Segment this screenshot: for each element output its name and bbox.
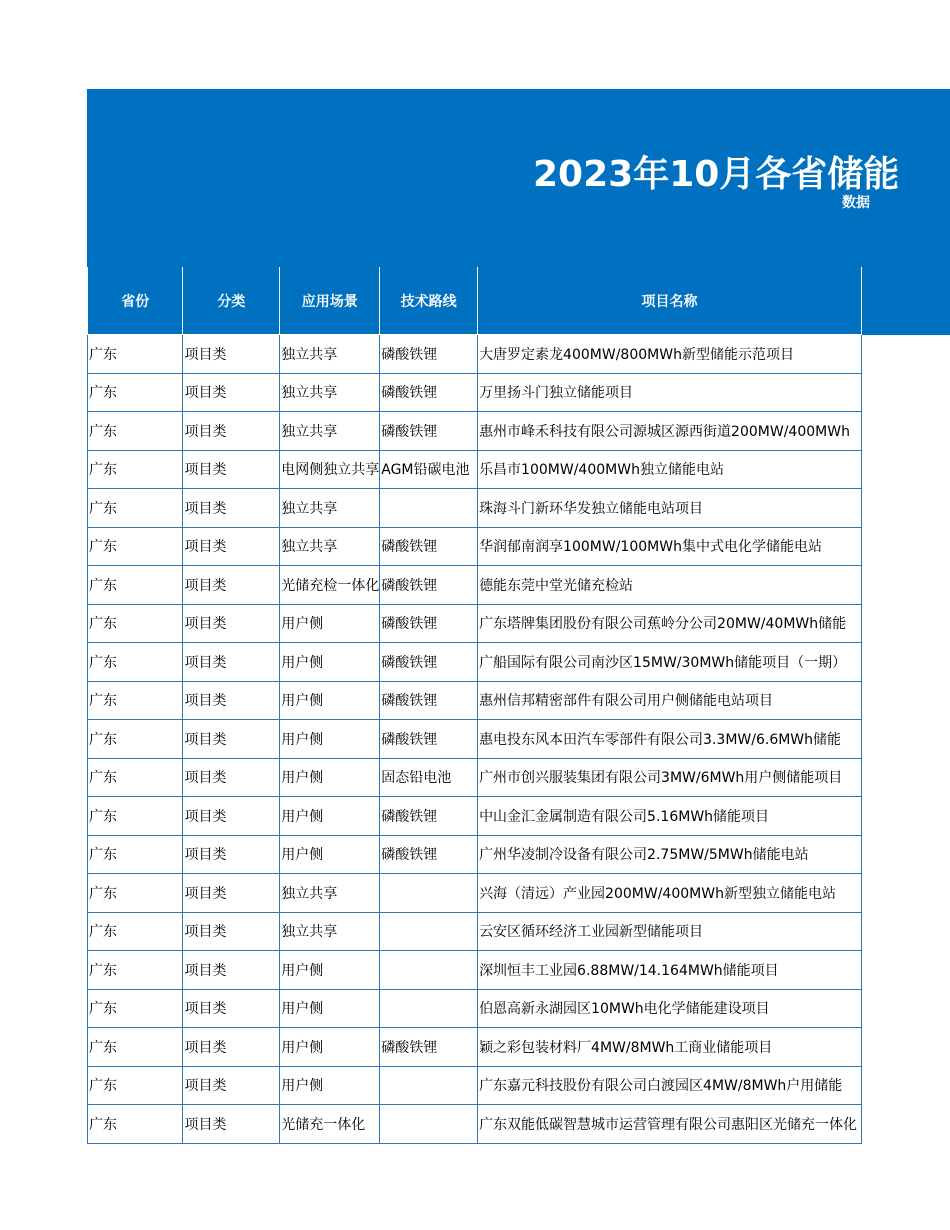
category-cell[interactable]: 项目类 <box>183 797 280 836</box>
table-row <box>88 720 862 759</box>
tech-cell[interactable]: 磷酸铁锂 <box>380 527 478 566</box>
header-banner-extension <box>862 267 950 335</box>
scenario-cell[interactable]: 独立共享 <box>280 527 380 566</box>
table-row <box>88 951 862 990</box>
scenario-cell[interactable]: 用户侧 <box>280 604 380 643</box>
scenario-cell[interactable]: 用户侧 <box>280 797 380 836</box>
category-cell[interactable]: 项目类 <box>183 412 280 451</box>
scenario-cell[interactable]: 独立共享 <box>280 335 380 374</box>
province-cell[interactable]: 广东 <box>88 527 183 566</box>
scenario-cell[interactable]: 用户侧 <box>280 1028 380 1067</box>
province-cell[interactable]: 广东 <box>88 566 183 605</box>
category-cell[interactable]: 项目类 <box>183 604 280 643</box>
scenario-cell[interactable]: 用户侧 <box>280 1066 380 1105</box>
category-cell[interactable]: 项目类 <box>183 566 280 605</box>
province-cell[interactable]: 广东 <box>88 951 183 990</box>
project-name-cell[interactable]: 广东嘉元科技股份有限公司白渡园区4MW/8MWh户用储能 <box>478 1066 862 1105</box>
table-row <box>88 566 862 605</box>
category-cell[interactable]: 项目类 <box>183 450 280 489</box>
scenario-cell[interactable]: 光储充检一体化 <box>280 566 380 605</box>
page-title: 2023年10月各省储能 <box>533 154 900 195</box>
project-name-cell[interactable]: 大唐罗定素龙400MW/800MWh新型储能示范项目 <box>478 335 862 374</box>
scenario-cell[interactable]: 独立共享 <box>280 874 380 913</box>
category-cell[interactable]: 项目类 <box>183 681 280 720</box>
table-row <box>88 758 862 797</box>
project-name-cell[interactable]: 伯恩高新永湖园区10MWh电化学储能建设项目 <box>478 989 862 1028</box>
project-name-cell[interactable]: 广东双能低碳智慧城市运营管理有限公司惠阳区光储充一体化 <box>478 1105 862 1144</box>
province-cell[interactable]: 广东 <box>88 373 183 412</box>
province-cell[interactable]: 广东 <box>88 874 183 913</box>
province-cell[interactable]: 广东 <box>88 989 183 1028</box>
tech-cell[interactable]: 磷酸铁锂 <box>380 412 478 451</box>
scenario-cell[interactable]: 独立共享 <box>280 373 380 412</box>
category-cell[interactable]: 项目类 <box>183 1028 280 1067</box>
project-name-cell[interactable]: 华润郁南润享100MW/100MWh集中式电化学储能电站 <box>478 527 862 566</box>
province-cell[interactable]: 广东 <box>88 1066 183 1105</box>
category-cell[interactable]: 项目类 <box>183 720 280 759</box>
project-name-cell[interactable]: 万里扬斗门独立储能项目 <box>478 373 862 412</box>
scenario-cell[interactable]: 用户侧 <box>280 681 380 720</box>
tech-cell[interactable]: AGM铅碳电池 <box>380 450 478 489</box>
column-header-category[interactable]: 分类 <box>183 267 280 335</box>
category-cell[interactable]: 项目类 <box>183 335 280 374</box>
province-cell[interactable]: 广东 <box>88 720 183 759</box>
column-header-scenario[interactable]: 应用场景 <box>280 267 380 335</box>
category-cell[interactable]: 项目类 <box>183 758 280 797</box>
tech-cell[interactable] <box>380 1066 478 1105</box>
table-row <box>88 604 862 643</box>
header-row <box>88 267 862 335</box>
province-cell[interactable]: 广东 <box>88 912 183 951</box>
project-name-cell[interactable]: 兴海（清远）产业园200MW/400MWh新型独立储能电站 <box>478 874 862 913</box>
project-name-cell[interactable]: 广州华凌制冷设备有限公司2.75MW/5MWh储能电站 <box>478 835 862 874</box>
scenario-cell[interactable]: 光储充一体化 <box>280 1105 380 1144</box>
table-row <box>88 989 862 1028</box>
tech-cell[interactable]: 磷酸铁锂 <box>380 566 478 605</box>
tech-cell[interactable]: 磷酸铁锂 <box>380 835 478 874</box>
province-cell[interactable]: 广东 <box>88 450 183 489</box>
tech-cell[interactable] <box>380 489 478 528</box>
province-cell[interactable]: 广东 <box>88 758 183 797</box>
project-name-cell[interactable]: 惠州信邦精密部件有限公司用户侧储能电站项目 <box>478 681 862 720</box>
project-name-cell[interactable]: 惠州市峰禾科技有限公司源城区源西街道200MW/400MWh <box>478 412 862 451</box>
project-name-cell[interactable]: 云安区循环经济工业园新型储能项目 <box>478 912 862 951</box>
table-row <box>88 681 862 720</box>
scenario-cell[interactable]: 用户侧 <box>280 835 380 874</box>
project-name-cell[interactable]: 德能东莞中堂光储充检站 <box>478 566 862 605</box>
scenario-cell[interactable]: 用户侧 <box>280 643 380 682</box>
scenario-cell[interactable]: 电网侧独立共享 <box>280 450 380 489</box>
project-name-cell[interactable]: 颖之彩包装材料厂4MW/8MWh工商业储能项目 <box>478 1028 862 1067</box>
table-row <box>88 1105 862 1144</box>
project-name-cell[interactable]: 广州市创兴服装集团有限公司3MW/6MWh用户侧储能项目 <box>478 758 862 797</box>
category-cell[interactable]: 项目类 <box>183 643 280 682</box>
table-row <box>88 797 862 836</box>
scenario-cell[interactable]: 用户侧 <box>280 989 380 1028</box>
category-cell[interactable]: 项目类 <box>183 1105 280 1144</box>
project-name-cell[interactable]: 珠海斗门新环华发独立储能电站项目 <box>478 489 862 528</box>
province-cell[interactable]: 广东 <box>88 489 183 528</box>
province-cell[interactable]: 广东 <box>88 797 183 836</box>
table-row <box>88 412 862 451</box>
category-cell[interactable]: 项目类 <box>183 912 280 951</box>
category-cell[interactable]: 项目类 <box>183 989 280 1028</box>
tech-cell[interactable] <box>380 912 478 951</box>
project-name-cell[interactable]: 深圳恒丰工业园6.88MW/14.164MWh储能项目 <box>478 951 862 990</box>
project-name-cell[interactable]: 惠电投东风本田汽车零部件有限公司3.3MW/6.6MWh储能 <box>478 720 862 759</box>
table-row <box>88 835 862 874</box>
column-header-tech[interactable]: 技术路线 <box>380 267 478 335</box>
table-row <box>88 527 862 566</box>
column-header-province[interactable]: 省份 <box>88 267 183 335</box>
scenario-cell[interactable]: 用户侧 <box>280 720 380 759</box>
table-row <box>88 335 862 374</box>
category-cell[interactable]: 项目类 <box>183 1066 280 1105</box>
project-name-cell[interactable]: 乐昌市100MW/400MWh独立储能电站 <box>478 450 862 489</box>
province-cell[interactable]: 广东 <box>88 643 183 682</box>
province-cell[interactable]: 广东 <box>88 1105 183 1144</box>
tech-cell[interactable] <box>380 874 478 913</box>
province-cell[interactable]: 广东 <box>88 835 183 874</box>
table-row <box>88 450 862 489</box>
category-cell[interactable]: 项目类 <box>183 951 280 990</box>
column-header-project-name[interactable]: 项目名称 <box>478 267 862 335</box>
table-row <box>88 874 862 913</box>
tech-cell[interactable] <box>380 951 478 990</box>
category-cell[interactable]: 项目类 <box>183 835 280 874</box>
project-name-cell[interactable]: 广船国际有限公司南沙区15MW/30MWh储能项目（一期） <box>478 643 862 682</box>
tech-cell[interactable]: 磷酸铁锂 <box>380 797 478 836</box>
tech-cell[interactable]: 磷酸铁锂 <box>380 604 478 643</box>
scenario-cell[interactable]: 用户侧 <box>280 758 380 797</box>
category-cell[interactable]: 项目类 <box>183 527 280 566</box>
tech-cell[interactable] <box>380 989 478 1028</box>
tech-cell[interactable]: 固态铅电池 <box>380 758 478 797</box>
table-row <box>88 643 862 682</box>
project-name-cell[interactable]: 广东塔牌集团股份有限公司蕉岭分公司20MW/40MWh储能 <box>478 604 862 643</box>
tech-cell[interactable]: 磷酸铁锂 <box>380 335 478 374</box>
province-cell[interactable]: 广东 <box>88 335 183 374</box>
table-row <box>88 373 862 412</box>
province-cell[interactable]: 广东 <box>88 412 183 451</box>
table-row <box>88 489 862 528</box>
table-row <box>88 1028 862 1067</box>
province-cell[interactable]: 广东 <box>88 1028 183 1067</box>
category-cell[interactable]: 项目类 <box>183 874 280 913</box>
table-body <box>88 335 862 1144</box>
tech-cell[interactable]: 磷酸铁锂 <box>380 643 478 682</box>
project-name-cell[interactable]: 中山金汇金属制造有限公司5.16MWh储能项目 <box>478 797 862 836</box>
page-subtitle: 数据 <box>842 195 870 211</box>
tech-cell[interactable]: 磷酸铁锂 <box>380 373 478 412</box>
province-cell[interactable]: 广东 <box>88 681 183 720</box>
category-cell[interactable]: 项目类 <box>183 373 280 412</box>
tech-cell[interactable]: 磷酸铁锂 <box>380 1028 478 1067</box>
project-table <box>87 267 862 1144</box>
scenario-cell[interactable]: 独立共享 <box>280 412 380 451</box>
tech-cell[interactable]: 磷酸铁锂 <box>380 720 478 759</box>
tech-cell[interactable] <box>380 1105 478 1144</box>
category-cell[interactable]: 项目类 <box>183 489 280 528</box>
table-row <box>88 912 862 951</box>
scenario-cell[interactable]: 用户侧 <box>280 951 380 990</box>
province-cell[interactable]: 广东 <box>88 604 183 643</box>
table-row <box>88 1066 862 1105</box>
scenario-cell[interactable]: 独立共享 <box>280 912 380 951</box>
scenario-cell[interactable]: 独立共享 <box>280 489 380 528</box>
tech-cell[interactable]: 磷酸铁锂 <box>380 681 478 720</box>
